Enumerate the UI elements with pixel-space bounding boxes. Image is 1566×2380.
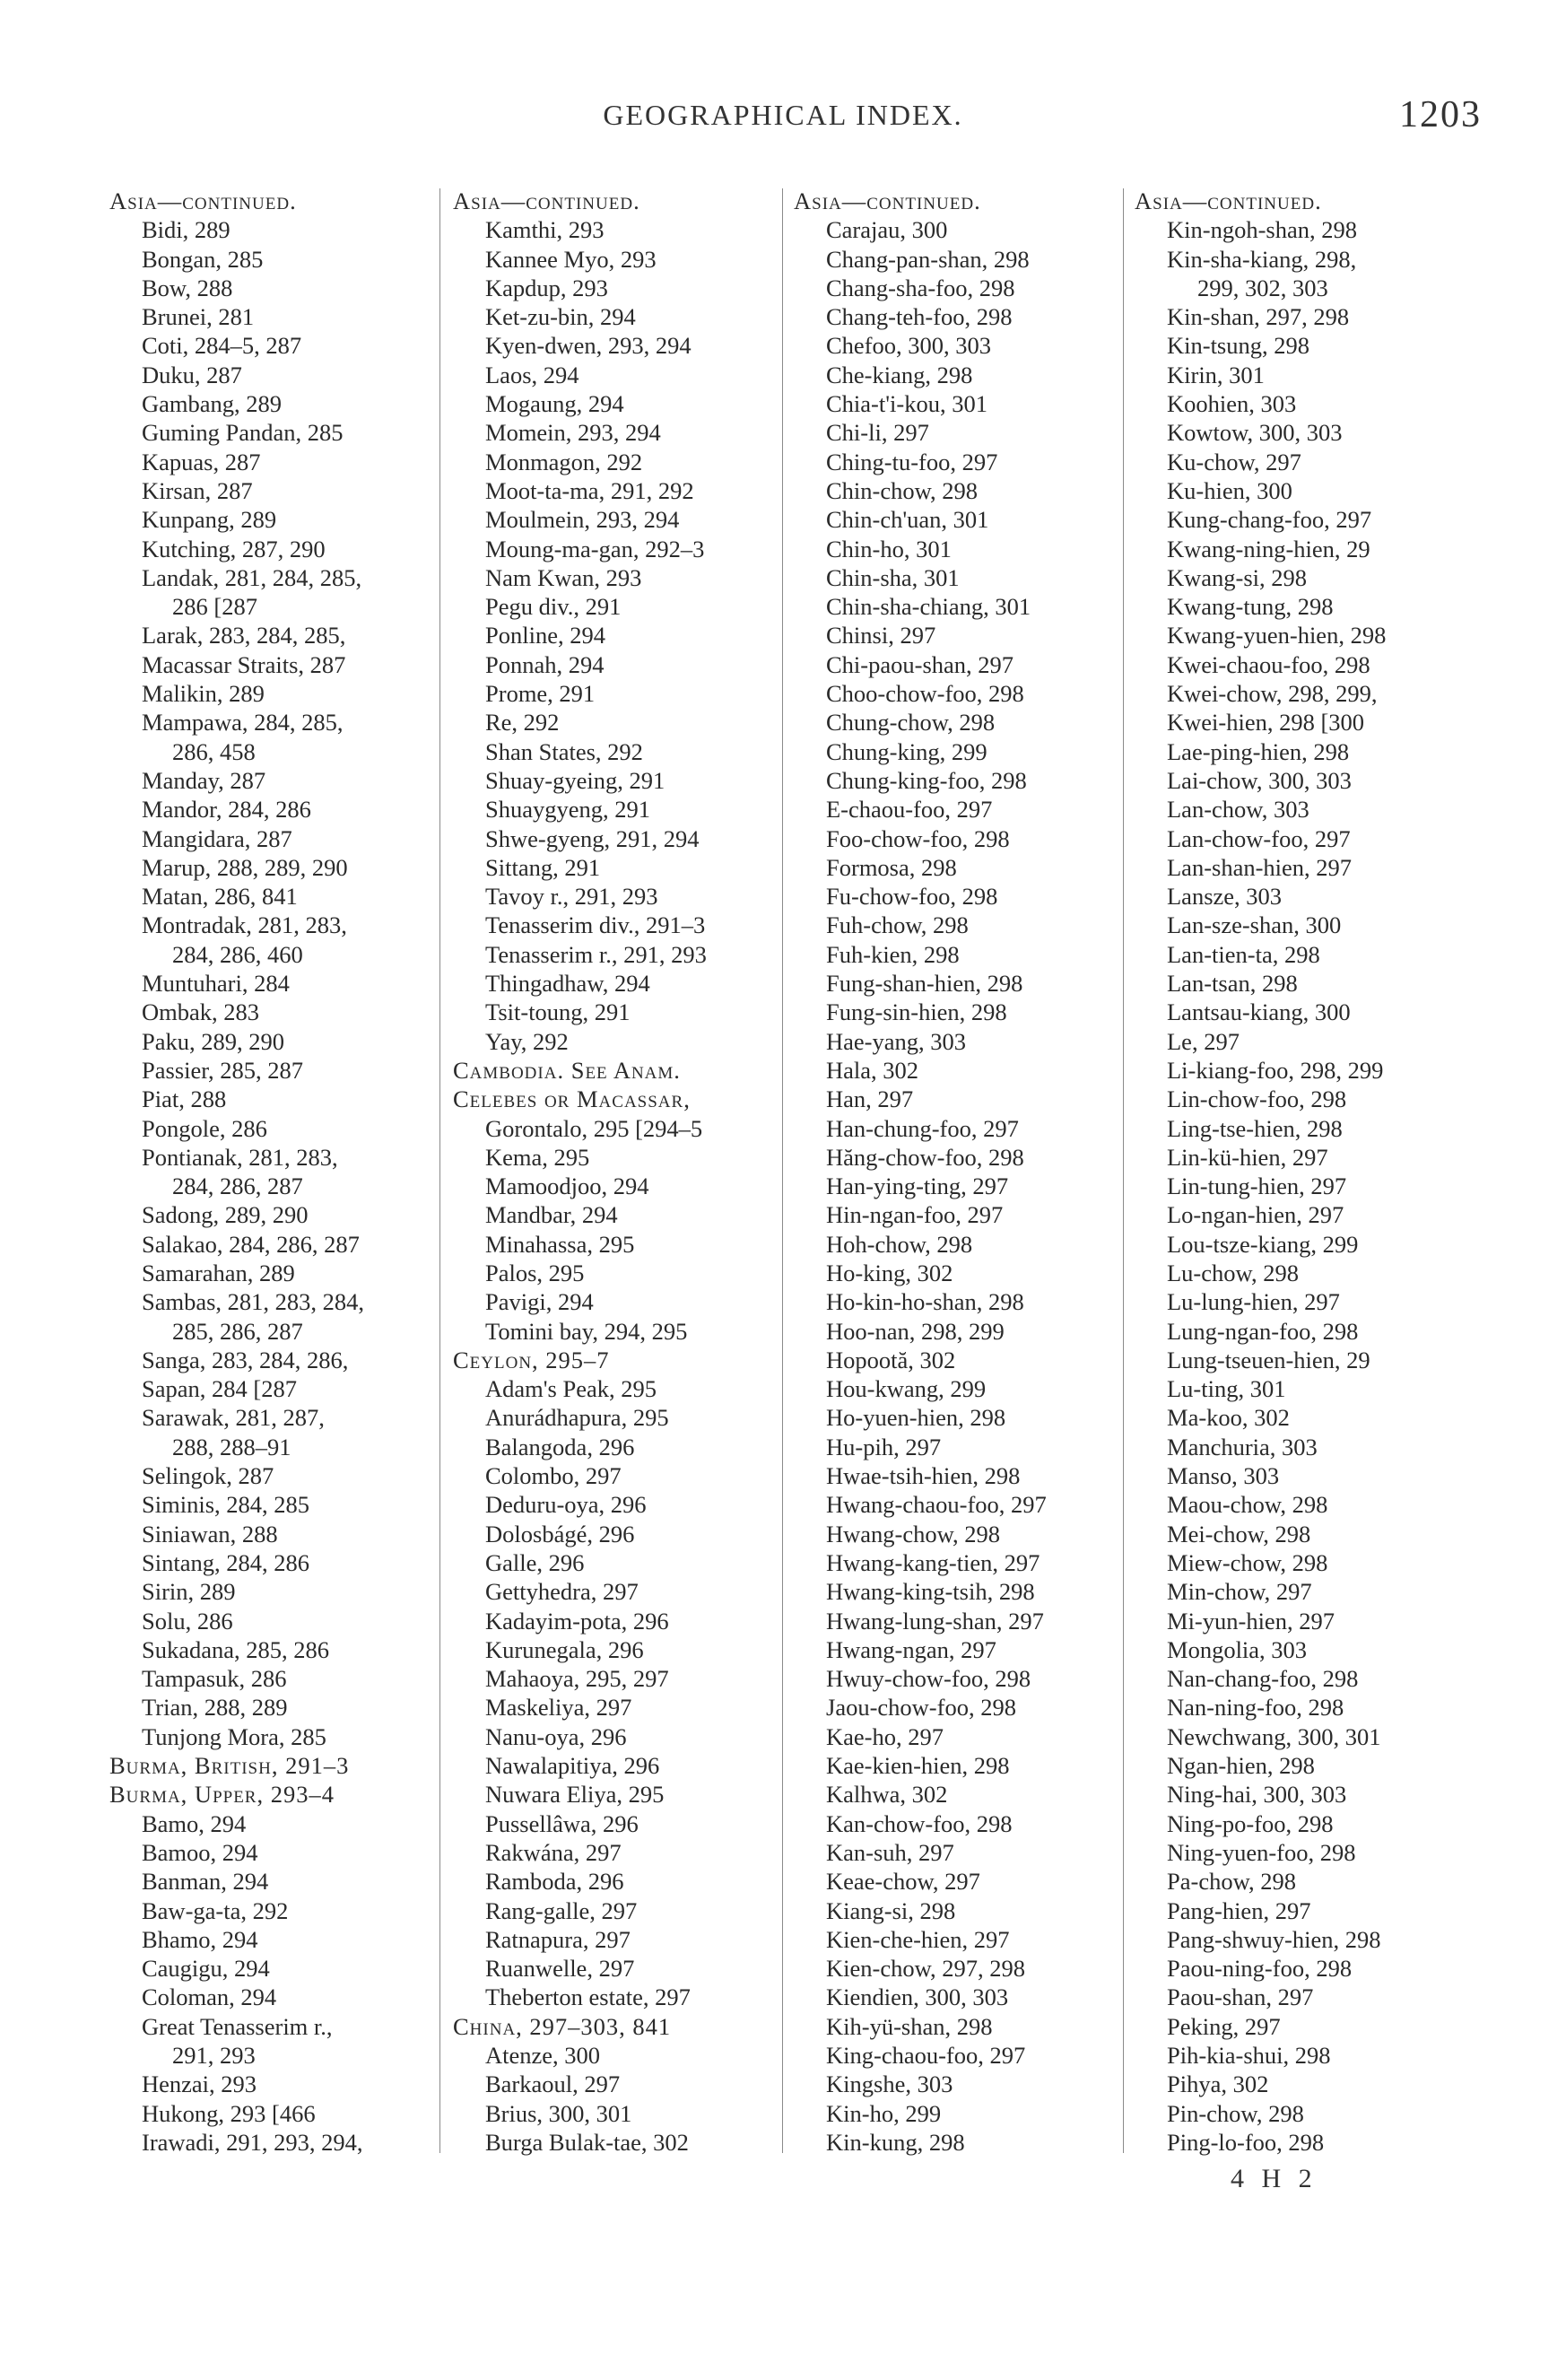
index-entry-continuation: 291, 293 xyxy=(172,2042,256,2069)
index-entry: Tenasserim r., 291, 293 xyxy=(485,940,707,968)
index-entry: Yay, 292 xyxy=(485,1027,569,1055)
index-entry: Kwang-tung, 298 xyxy=(1167,593,1334,621)
index-entry: Mamoodjoo, 294 xyxy=(485,1173,649,1200)
index-entry: Momein, 293, 294 xyxy=(485,419,661,447)
index-entry: Kowtow, 300, 303 xyxy=(1167,419,1343,447)
index-entry: Hin-ngan-foo, 297 xyxy=(826,1201,1004,1229)
index-entry: Fung-shan-hien, 298 xyxy=(826,970,1023,998)
index-entry: Lan-chow, 303 xyxy=(1167,796,1309,824)
index-entry: Hopootă, 302 xyxy=(826,1346,956,1373)
index-entry: Irawadi, 291, 293, 294, xyxy=(142,2128,363,2156)
section-continued-heading: Asia—continued. xyxy=(453,187,640,214)
index-entry: Caugigu, 294 xyxy=(142,1955,270,1983)
index-entry: Kin-ho, 299 xyxy=(826,2099,942,2127)
index-entry: Che-kiang, 298 xyxy=(826,361,973,388)
index-entry: Ping-lo-foo, 298 xyxy=(1167,2128,1325,2156)
index-entry: Ponnah, 294 xyxy=(485,650,605,678)
index-entry: Hwang-kang-tien, 297 xyxy=(826,1548,1040,1576)
index-entry: Paku, 289, 290 xyxy=(142,1027,284,1055)
index-entry: Lin-chow-foo, 298 xyxy=(1167,1085,1347,1113)
index-entry: Lin-kü-hien, 297 xyxy=(1167,1143,1328,1171)
index-entry: Jaou-chow-foo, 298 xyxy=(826,1694,1016,1722)
index-entry: Li-kiang-foo, 298, 299 xyxy=(1167,1056,1384,1084)
index-entry: Nawalapitiya, 296 xyxy=(485,1752,660,1780)
index-entry: Fuh-kien, 298 xyxy=(826,940,960,968)
index-entry: Pihya, 302 xyxy=(1167,2071,1269,2098)
index-entry: Larak, 283, 284, 285, xyxy=(142,622,346,649)
index-entry: Nan-chang-foo, 298 xyxy=(1167,1665,1359,1693)
index-entry: Choo-chow-foo, 298 xyxy=(826,680,1024,708)
index-column-1 xyxy=(109,187,432,2157)
index-entry: Koohien, 303 xyxy=(1167,390,1297,418)
index-entry: Han-ying-ting, 297 xyxy=(826,1173,1009,1200)
index-entry: Kwang-yuen-hien, 298 xyxy=(1167,622,1387,649)
index-entry: Ramboda, 296 xyxy=(485,1868,624,1896)
index-entry: Sambas, 281, 283, 284, xyxy=(142,1288,365,1316)
index-entry: Ling-tse-hien, 298 xyxy=(1167,1114,1343,1142)
index-entry: Deduru-oya, 296 xyxy=(485,1491,647,1519)
index-entry: Chung-chow, 298 xyxy=(826,709,996,737)
index-entry: Kapuas, 287 xyxy=(142,448,261,475)
index-entry: Ning-po-foo, 298 xyxy=(1167,1809,1334,1837)
index-entry: Maskeliya, 297 xyxy=(485,1694,632,1722)
index-entry-continuation: 286, 458 xyxy=(172,737,256,765)
index-entry: Atenze, 300 xyxy=(485,2042,601,2069)
index-entry: Miew-chow, 298 xyxy=(1167,1548,1328,1576)
index-entry: Pavigi, 294 xyxy=(485,1288,594,1316)
index-entry: Ho-kin-ho-shan, 298 xyxy=(826,1288,1024,1316)
index-entry: Mandbar, 294 xyxy=(485,1201,618,1229)
index-entry: Lantsau-kiang, 300 xyxy=(1167,998,1351,1026)
index-entry: Pussellâwa, 296 xyxy=(485,1809,639,1837)
index-entry: Lou-tsze-kiang, 299 xyxy=(1167,1230,1359,1258)
index-entry: Chin-chow, 298 xyxy=(826,476,979,504)
index-entry: Ket-zu-bin, 294 xyxy=(485,303,636,331)
index-entry: Bamo, 294 xyxy=(142,1809,247,1837)
index-entry: Colombo, 297 xyxy=(485,1462,622,1490)
index-entry: Lan-chow-foo, 297 xyxy=(1167,824,1351,852)
index-entry: Nan-ning-foo, 298 xyxy=(1167,1694,1344,1722)
index-entry: Chia-t'i-kou, 301 xyxy=(826,390,987,418)
index-entry: Kiang-si, 298 xyxy=(826,1896,956,1924)
index-entry: Chin-ho, 301 xyxy=(826,535,952,562)
index-entry: Kin-kung, 298 xyxy=(826,2128,965,2156)
index-entry: Ku-chow, 297 xyxy=(1167,448,1301,475)
index-column-4 xyxy=(1135,187,1457,2157)
index-entry: Fu-chow-foo, 298 xyxy=(826,883,998,911)
index-entry: Landak, 281, 284, 285, xyxy=(142,563,362,591)
index-entry: Manchuria, 303 xyxy=(1167,1433,1318,1460)
index-entry: Lo-ngan-hien, 297 xyxy=(1167,1201,1344,1229)
index-entry: Salakao, 284, 286, 287 xyxy=(142,1230,360,1258)
index-entry: Kirsan, 287 xyxy=(142,476,253,504)
index-entry: Duku, 287 xyxy=(142,361,242,388)
index-entry: Lan-shan-hien, 297 xyxy=(1167,853,1353,881)
index-entry: Ning-hai, 300, 303 xyxy=(1167,1781,1347,1809)
index-entry: Keae-chow, 297 xyxy=(826,1868,980,1896)
index-entry: Mangidara, 287 xyxy=(142,824,292,852)
index-entry: Kwei-hien, 298 [300 xyxy=(1167,709,1365,737)
index-entry: Chang-sha-foo, 298 xyxy=(826,274,1015,301)
index-entry: Hwuy-chow-foo, 298 xyxy=(826,1665,1031,1693)
index-entry: Paou-ning-foo, 298 xyxy=(1167,1955,1353,1983)
index-entry: Ching-tu-foo, 297 xyxy=(826,448,998,475)
index-entry: Pih-kia-shui, 298 xyxy=(1167,2042,1331,2069)
index-entry: Hu-pih, 297 xyxy=(826,1433,942,1460)
index-entry: Pontianak, 281, 283, xyxy=(142,1143,338,1171)
index-entry: Bhamo, 294 xyxy=(142,1925,258,1953)
index-entry: Bow, 288 xyxy=(142,274,233,301)
index-entry: Ho-king, 302 xyxy=(826,1259,953,1286)
index-entry: Kingshe, 303 xyxy=(826,2071,953,2098)
region-heading: Burma, British, 291–3 xyxy=(109,1752,350,1780)
index-entry: Kung-chang-foo, 297 xyxy=(1167,506,1372,534)
index-entry: Lan-sze-shan, 300 xyxy=(1167,911,1342,939)
region-heading: Ceylon, 295–7 xyxy=(453,1346,610,1373)
index-entry: Tomini bay, 294, 295 xyxy=(485,1317,688,1345)
index-entry: Kin-tsung, 298 xyxy=(1167,332,1309,360)
index-entry: Selingok, 287 xyxy=(142,1462,274,1490)
index-entry: Coloman, 294 xyxy=(142,1983,277,2011)
index-entry: Hala, 302 xyxy=(826,1056,919,1084)
index-entry: Ngan-hien, 298 xyxy=(1167,1752,1315,1780)
index-entry: Hou-kwang, 299 xyxy=(826,1375,987,1403)
index-entry: Chang-pan-shan, 298 xyxy=(826,245,1030,273)
index-entry: Gettyhedra, 297 xyxy=(485,1578,639,1606)
index-entry: Monmagon, 292 xyxy=(485,448,643,475)
index-column-3 xyxy=(794,187,1117,2157)
index-entry: Han, 297 xyxy=(826,1085,914,1113)
index-entry: Lan-tsan, 298 xyxy=(1167,970,1298,998)
index-entry: Lu-lung-hien, 297 xyxy=(1167,1288,1340,1316)
index-entry: Hwang-chaou-foo, 297 xyxy=(826,1491,1047,1519)
index-entry: Ruanwelle, 297 xyxy=(485,1955,635,1983)
index-entry: Siminis, 284, 285 xyxy=(142,1491,310,1519)
index-entry: Ma-koo, 302 xyxy=(1167,1404,1290,1432)
index-entry: Nuwara Eliya, 295 xyxy=(485,1781,665,1809)
index-entry: Ratnapura, 297 xyxy=(485,1925,631,1953)
index-entry: Kwei-chow, 298, 299, xyxy=(1167,680,1378,708)
index-entry-continuation: 285, 286, 287 xyxy=(172,1317,303,1345)
index-entry: Pin-chow, 298 xyxy=(1167,2099,1304,2127)
index-entry: Newchwang, 300, 301 xyxy=(1167,1722,1381,1750)
page-title: GEOGRAPHICAL INDEX. xyxy=(603,99,963,131)
index-entry: Kwang-ning-hien, 29 xyxy=(1167,535,1370,562)
index-entry: Sittang, 291 xyxy=(485,853,601,881)
index-entry: Guming Pandan, 285 xyxy=(142,419,344,447)
index-entry: Kannee Myo, 293 xyxy=(485,245,657,273)
index-entry: Lu-chow, 298 xyxy=(1167,1259,1299,1286)
index-entry: Ning-yuen-foo, 298 xyxy=(1167,1838,1356,1866)
index-entry: Manso, 303 xyxy=(1167,1462,1280,1490)
index-entry: Malikin, 289 xyxy=(142,680,265,708)
index-entry: Shuay-gyeing, 291 xyxy=(485,766,666,794)
index-entry: Tampasuk, 286 xyxy=(142,1665,287,1693)
column-rule-3 xyxy=(1123,188,1124,2153)
index-entry: Bongan, 285 xyxy=(142,245,264,273)
index-entry: Marup, 288, 289, 290 xyxy=(142,853,348,881)
index-entry: Great Tenasserim r., xyxy=(142,2012,333,2040)
index-entry: Rakwána, 297 xyxy=(485,1838,622,1866)
index-entry: Pegu div., 291 xyxy=(485,593,622,621)
index-entry: Kae-ho, 297 xyxy=(826,1722,944,1750)
index-entry: Kwang-si, 298 xyxy=(1167,563,1308,591)
region-heading: China, 297–303, 841 xyxy=(453,2012,672,2040)
index-entry: Chin-ch'uan, 301 xyxy=(826,506,989,534)
index-entry: Han-chung-foo, 297 xyxy=(826,1114,1019,1142)
index-entry: Hoh-chow, 298 xyxy=(826,1230,973,1258)
index-entry: Re, 292 xyxy=(485,709,560,737)
index-entry: Hwae-tsih-hien, 298 xyxy=(826,1462,1021,1490)
index-entry: Moung-ma-gan, 292–3 xyxy=(485,535,705,562)
index-entry: Henzai, 293 xyxy=(142,2071,257,2098)
index-entry: Shuaygyeng, 291 xyxy=(485,796,651,824)
index-entry: Shwe-gyeng, 291, 294 xyxy=(485,824,700,852)
index-entry: Moot-ta-ma, 291, 292 xyxy=(485,476,694,504)
index-entry: Hăng-chow-foo, 298 xyxy=(826,1143,1024,1171)
index-entry: Pongole, 286 xyxy=(142,1114,267,1142)
index-entry: Kiendien, 300, 303 xyxy=(826,1983,1009,2011)
index-entry: Gorontalo, 295 [294–5 xyxy=(485,1114,703,1142)
index-entry-continuation: 286 [287 xyxy=(172,593,257,621)
index-entry: Burga Bulak-tae, 302 xyxy=(485,2128,689,2156)
index-entry: Piat, 288 xyxy=(142,1085,227,1113)
index-entry: Sarawak, 281, 287, xyxy=(142,1404,325,1432)
index-entry: Muntuhari, 284 xyxy=(142,970,290,998)
index-entry: Hoo-nan, 298, 299 xyxy=(826,1317,1005,1345)
index-entry: Hwang-ngan, 297 xyxy=(826,1635,996,1663)
index-entry: Sanga, 283, 284, 286, xyxy=(142,1346,349,1373)
index-entry: Lai-chow, 300, 303 xyxy=(1167,766,1352,794)
index-entry: Sukadana, 285, 286 xyxy=(142,1635,330,1663)
column-rule-1 xyxy=(439,188,440,2153)
section-continued-heading: Asia—continued. xyxy=(794,187,981,214)
section-continued-heading: Asia—continued. xyxy=(109,187,297,214)
index-entry: Kwei-chaou-foo, 298 xyxy=(1167,650,1370,678)
index-entry: Macassar Straits, 287 xyxy=(142,650,346,678)
column-rule-2 xyxy=(782,188,783,2153)
index-entry: Sintang, 284, 286 xyxy=(142,1548,309,1576)
index-entry: Nam Kwan, 293 xyxy=(485,563,642,591)
index-entry: Pa-chow, 298 xyxy=(1167,1868,1297,1896)
index-entry: Mongolia, 303 xyxy=(1167,1635,1308,1663)
index-entry: Sirin, 289 xyxy=(142,1578,236,1606)
region-heading: Cambodia. See Anam. xyxy=(453,1056,681,1084)
index-entry: Manday, 287 xyxy=(142,766,266,794)
index-entry-continuation: 299, 302, 303 xyxy=(1197,274,1328,301)
section-continued-heading: Asia—continued. xyxy=(1135,187,1322,214)
index-entry: Formosa, 298 xyxy=(826,853,957,881)
index-entry: Theberton estate, 297 xyxy=(485,1983,691,2011)
index-entry: Maou-chow, 298 xyxy=(1167,1491,1328,1519)
index-entry: Hwang-chow, 298 xyxy=(826,1520,1001,1547)
index-entry: Pang-shwuy-hien, 298 xyxy=(1167,1925,1381,1953)
index-entry: Pang-hien, 297 xyxy=(1167,1896,1311,1924)
index-entry: Banman, 294 xyxy=(142,1868,269,1896)
page-number: 1203 xyxy=(1399,94,1482,135)
index-entry: Hae-yang, 303 xyxy=(826,1027,966,1055)
index-entry: Hukong, 293 [466 xyxy=(142,2099,316,2127)
index-entry: Nanu-oya, 296 xyxy=(485,1722,627,1750)
index-entry: Kirin, 301 xyxy=(1167,361,1265,388)
region-heading: Celebes or Macassar, xyxy=(453,1085,691,1113)
index-entry: Baw-ga-ta, 292 xyxy=(142,1896,289,1924)
index-entry: Montradak, 281, 283, xyxy=(142,911,347,939)
index-entry: Carajau, 300 xyxy=(826,216,948,244)
region-heading: Burma, Upper, 293–4 xyxy=(109,1781,335,1809)
index-entry: Kin-ngoh-shan, 298 xyxy=(1167,216,1357,244)
index-entry: Paou-shan, 297 xyxy=(1167,1983,1314,2011)
signature-mark: 4 H 2 xyxy=(1231,2164,1318,2193)
index-entry: Fung-sin-hien, 298 xyxy=(826,998,1007,1026)
index-entry: Chung-king, 299 xyxy=(826,737,987,765)
index-entry: Brunei, 281 xyxy=(142,303,255,331)
index-entry: Passier, 285, 287 xyxy=(142,1056,304,1084)
index-entry: Bamoo, 294 xyxy=(142,1838,258,1866)
index-entry: Kalhwa, 302 xyxy=(826,1781,948,1809)
index-entry: Kien-che-hien, 297 xyxy=(826,1925,1010,1953)
index-entry: Kyen-dwen, 293, 294 xyxy=(485,332,692,360)
index-entry: Galle, 296 xyxy=(485,1548,585,1576)
index-entry: Sadong, 289, 290 xyxy=(142,1201,309,1229)
index-entry: Fuh-chow, 298 xyxy=(826,911,969,939)
index-entry: E-chaou-foo, 297 xyxy=(826,796,993,824)
index-entry: Shan States, 292 xyxy=(485,737,643,765)
index-entry: Minahassa, 295 xyxy=(485,1230,635,1258)
index-entry: Anurádhapura, 295 xyxy=(485,1404,669,1432)
index-entry: Tunjong Mora, 285 xyxy=(142,1722,326,1750)
index-entry: Bidi, 289 xyxy=(142,216,231,244)
index-entry: Sapan, 284 [287 xyxy=(142,1375,297,1403)
index-entry: Chinsi, 297 xyxy=(826,622,936,649)
index-entry: Moulmein, 293, 294 xyxy=(485,506,680,534)
index-entry: Kurunegala, 296 xyxy=(485,1635,644,1663)
index-entry: Mi-yun-hien, 297 xyxy=(1167,1607,1335,1635)
index-entry: Chin-sha, 301 xyxy=(826,563,960,591)
index-entry: Kunpang, 289 xyxy=(142,506,277,534)
index-entry: Matan, 286, 841 xyxy=(142,883,298,911)
index-entry: Lansze, 303 xyxy=(1167,883,1283,911)
index-entry-continuation: 284, 286, 460 xyxy=(172,940,303,968)
index-entry-continuation: 288, 288–91 xyxy=(172,1433,291,1460)
index-entry: Chi-li, 297 xyxy=(826,419,929,447)
index-entry: Mahaoya, 295, 297 xyxy=(485,1665,669,1693)
index-entry: Min-chow, 297 xyxy=(1167,1578,1312,1606)
index-entry: Chung-king-foo, 298 xyxy=(826,766,1027,794)
index-entry: Balangoda, 296 xyxy=(485,1433,635,1460)
index-entry: Barkaoul, 297 xyxy=(485,2071,621,2098)
index-entry: Mei-chow, 298 xyxy=(1167,1520,1311,1547)
index-entry: Lung-ngan-foo, 298 xyxy=(1167,1317,1359,1345)
index-entry: Chin-sha-chiang, 301 xyxy=(826,593,1031,621)
index-entry: Brius, 300, 301 xyxy=(485,2099,632,2127)
index-entry: Kema, 295 xyxy=(485,1143,590,1171)
index-entry: Kadayim-pota, 296 xyxy=(485,1607,669,1635)
index-entry: King-chaou-foo, 297 xyxy=(826,2042,1026,2069)
index-entry: Tenasserim div., 291–3 xyxy=(485,911,706,939)
index-entry: Tsit-toung, 291 xyxy=(485,998,631,1026)
index-entry: Kin-shan, 297, 298 xyxy=(1167,303,1350,331)
index-entry: Tavoy r., 291, 293 xyxy=(485,883,658,911)
index-entry: Ho-yuen-hien, 298 xyxy=(826,1404,1006,1432)
index-entry: Rang-galle, 297 xyxy=(485,1896,638,1924)
index-entry: Kae-kien-hien, 298 xyxy=(826,1752,1010,1780)
index-entry: Kin-sha-kiang, 298, xyxy=(1167,245,1357,273)
index-entry: Peking, 297 xyxy=(1167,2012,1281,2040)
index-entry: Chefoo, 300, 303 xyxy=(826,332,992,360)
index-entry: Kih-yü-shan, 298 xyxy=(826,2012,993,2040)
index-entry: Lan-tien-ta, 298 xyxy=(1167,940,1320,968)
index-entry: Foo-chow-foo, 298 xyxy=(826,824,1010,852)
index-entry: Kapdup, 293 xyxy=(485,274,608,301)
index-entry: Kien-chow, 297, 298 xyxy=(826,1955,1026,1983)
index-entry: Lu-ting, 301 xyxy=(1167,1375,1286,1403)
index-column-2 xyxy=(453,187,776,2157)
index-entry: Mampawa, 284, 285, xyxy=(142,709,344,737)
index-entry: Dolosbágé, 296 xyxy=(485,1520,635,1547)
index-entry-continuation: 284, 286, 287 xyxy=(172,1173,303,1200)
index-entry: Coti, 284–5, 287 xyxy=(142,332,302,360)
index-entry: Prome, 291 xyxy=(485,680,596,708)
index-entry: Kamthi, 293 xyxy=(485,216,605,244)
index-entry: Ponline, 294 xyxy=(485,622,605,649)
index-entry: Kan-chow-foo, 298 xyxy=(826,1809,1013,1837)
index-entry: Samarahan, 289 xyxy=(142,1259,295,1286)
index-entry: Lung-tseuen-hien, 29 xyxy=(1167,1346,1370,1373)
index-entry: Siniawan, 288 xyxy=(142,1520,278,1547)
index-entry: Ku-hien, 300 xyxy=(1167,476,1292,504)
index-entry: Mogaung, 294 xyxy=(485,390,624,418)
index-entry: Solu, 286 xyxy=(142,1607,233,1635)
index-entry: Lae-ping-hien, 298 xyxy=(1167,737,1350,765)
index-entry: Lin-tung-hien, 297 xyxy=(1167,1173,1347,1200)
index-entry: Thingadhaw, 294 xyxy=(485,970,650,998)
index-entry: Adam's Peak, 295 xyxy=(485,1375,657,1403)
index-entry: Kutching, 287, 290 xyxy=(142,535,326,562)
index-entry: Gambang, 289 xyxy=(142,390,283,418)
index-entry: Trian, 288, 289 xyxy=(142,1694,288,1722)
index-entry: Kan-suh, 297 xyxy=(826,1838,954,1866)
index-entry: Chi-paou-shan, 297 xyxy=(826,650,1014,678)
index-entry: Hwang-king-tsih, 298 xyxy=(826,1578,1035,1606)
index-entry: Mandor, 284, 286 xyxy=(142,796,311,824)
index-entry: Palos, 295 xyxy=(485,1259,585,1286)
index-entry: Ombak, 283 xyxy=(142,998,260,1026)
index-entry: Le, 297 xyxy=(1167,1027,1240,1055)
index-entry: Chang-teh-foo, 298 xyxy=(826,303,1013,331)
index-entry: Laos, 294 xyxy=(485,361,579,388)
index-entry: Hwang-lung-shan, 297 xyxy=(826,1607,1044,1635)
